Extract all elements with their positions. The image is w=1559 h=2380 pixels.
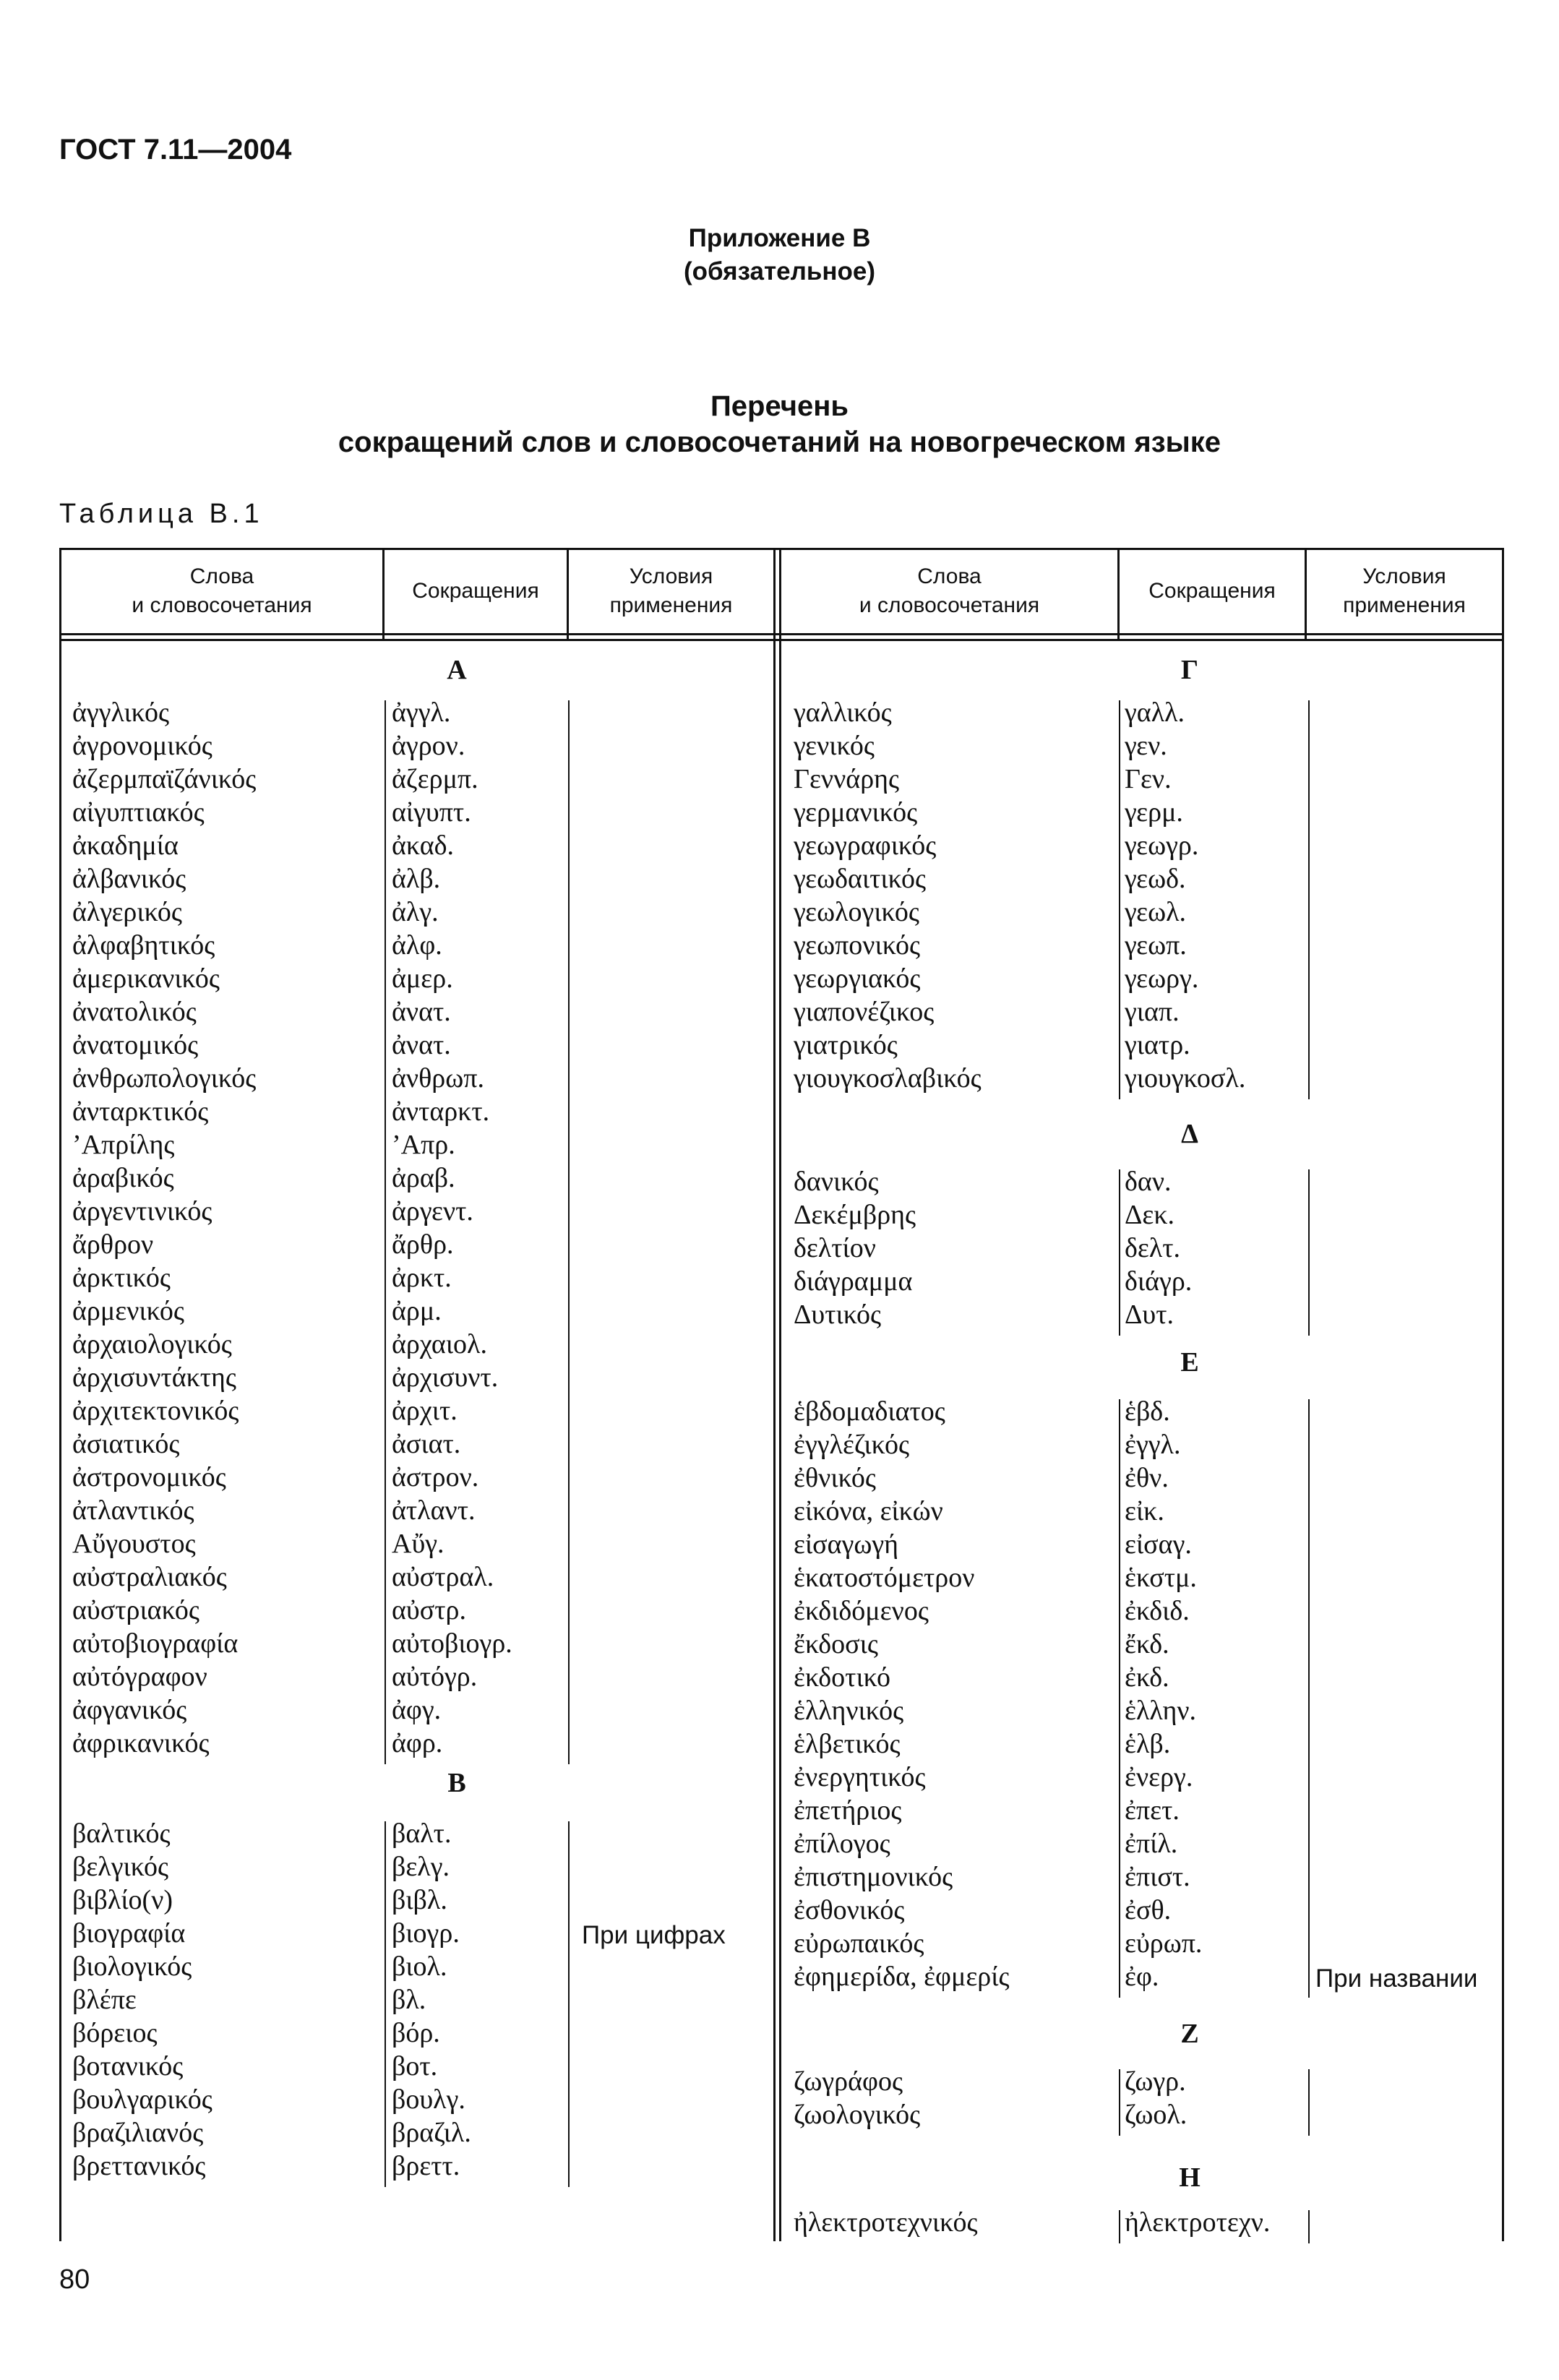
entry-word: βραζιλιανός — [72, 2118, 204, 2148]
table-middle-divider — [773, 548, 776, 2241]
entry-word: γερμανικός — [794, 797, 918, 828]
entry-abbreviation: βελγ. — [392, 1852, 450, 1882]
entry-word: ἑκατοστόμετρον — [794, 1563, 975, 1593]
entry-abbreviation: ἀστρον. — [392, 1462, 479, 1492]
entry-word: γιουγκοσλαβικός — [794, 1063, 982, 1094]
abbr-column-line — [1119, 2210, 1120, 2243]
col-header-abbr-text: Сокращения — [1148, 579, 1276, 603]
entry-word: ἀλφαβητικός — [72, 930, 215, 961]
abbr-column-line — [1119, 2069, 1120, 2136]
entry-abbreviation: βλ. — [392, 1985, 426, 2015]
entry-abbreviation: ἀλφ. — [392, 930, 442, 961]
entry-word: γιαπονέζικος — [794, 997, 935, 1027]
abbr-column-line — [385, 1821, 386, 2187]
entry-abbreviation: δελτ. — [1125, 1233, 1181, 1263]
entry-word: γεωπονικός — [794, 930, 921, 961]
entry-word: ἀστρονομικός — [72, 1462, 226, 1492]
entry-abbreviation: ἐκδ. — [1125, 1662, 1169, 1693]
entry-abbreviation: βιβλ. — [392, 1885, 447, 1915]
entry-abbreviation: ἀρχιτ. — [392, 1396, 458, 1426]
entry-word: γεωγραφικός — [794, 830, 937, 861]
entry-abbreviation: ἀμερ. — [392, 963, 453, 994]
entry-abbreviation: ἐγγλ. — [1125, 1430, 1181, 1460]
entry-abbreviation: βουλγ. — [392, 2084, 465, 2115]
entry-word: ’Απρίλης — [72, 1130, 175, 1160]
entry-abbreviation: βραζιλ. — [392, 2118, 471, 2148]
condition-column-line — [568, 700, 570, 1764]
condition-column-line — [1308, 2069, 1310, 2136]
entry-abbreviation: ἠλεκτροτεχν. — [1125, 2207, 1271, 2238]
condition-column-line — [1308, 1399, 1310, 1998]
entry-word: ἐκδοτικό — [794, 1662, 890, 1693]
entry-abbreviation: ἀνατ. — [392, 1030, 451, 1060]
entry-word: ζωγράφος — [794, 2066, 903, 2097]
abbr-column-line — [1119, 1399, 1120, 1998]
appendix-line-2: (обязательное) — [683, 257, 875, 285]
col-header-cond-line1: Условия — [1362, 564, 1446, 588]
entry-word: γεωργιακός — [794, 963, 921, 994]
entry-word: δανικός — [794, 1167, 879, 1197]
entry-word: ἔκδοσις — [794, 1629, 878, 1659]
entry-abbreviation: ἀζερμπ. — [392, 764, 478, 794]
entry-abbreviation: βιογρ. — [392, 1918, 460, 1949]
entry-word: βόρειος — [72, 2018, 158, 2048]
entry-word: γιατρικός — [794, 1030, 898, 1060]
entry-word: ἀνατολικός — [72, 997, 197, 1027]
col-header-cond-line2: применения — [1343, 593, 1466, 617]
entry-word: ἀλβανικός — [72, 864, 186, 894]
entry-word: αὐτοβιογραφία — [72, 1628, 239, 1659]
page-number: 80 — [59, 2264, 90, 2295]
col-header-cond-line1: Условия — [629, 564, 713, 588]
entry-word: ἄρθρον — [72, 1229, 154, 1260]
entry-abbreviation: ἀφρ. — [392, 1728, 443, 1758]
entry-abbreviation: ἐθν. — [1125, 1463, 1169, 1493]
entry-word: γεωδαιτικός — [794, 864, 927, 894]
entry-word: εὐρωπαικός — [794, 1928, 924, 1959]
entry-abbreviation: ἐνεργ. — [1125, 1762, 1193, 1792]
list-title-line-2: сокращений слов и словосочетаний на новогреческом языке — [338, 426, 1221, 458]
entry-abbreviation: ἀργεντ. — [392, 1196, 473, 1226]
entry-word: βαλτικός — [72, 1818, 171, 1849]
entry-word: ἀρμενικός — [72, 1296, 184, 1326]
entry-abbreviation: ἀλγ. — [392, 897, 439, 927]
entry-abbreviation: ἀρχισυντ. — [392, 1362, 499, 1393]
entry-abbreviation: ἑβδ. — [1125, 1396, 1170, 1427]
condition-column-line — [1308, 1169, 1310, 1336]
entry-abbreviation: ζωγρ. — [1125, 2066, 1186, 2097]
entry-abbreviation: ἐπετ. — [1125, 1795, 1180, 1826]
section-letter: Η — [1179, 2162, 1201, 2193]
entry-abbreviation: αἰγυπτ. — [392, 797, 471, 828]
entry-word: ἀρκτικός — [72, 1263, 171, 1293]
entry-word: ἐπετήριος — [794, 1795, 902, 1826]
entry-abbreviation: γεν. — [1125, 731, 1167, 761]
entry-abbreviation: ζωολ. — [1125, 2100, 1187, 2130]
list-title-line-1: Перечень — [710, 390, 849, 422]
entry-word: ἀφγανικός — [72, 1695, 187, 1725]
entry-word: ζωολογικός — [794, 2100, 921, 2130]
entry-abbreviation: αὐτοβιογρ. — [392, 1628, 512, 1659]
header-bottom-border-2 — [59, 639, 1504, 641]
entry-word: βιογραφία — [72, 1918, 186, 1949]
entry-abbreviation: βαλτ. — [392, 1818, 452, 1849]
entry-word: βιολογικός — [72, 1951, 192, 1982]
entry-word: αὐστραλιακός — [72, 1562, 227, 1592]
entry-word: ἀγγλικός — [72, 697, 170, 728]
entry-word: βοτανικός — [72, 2051, 184, 2082]
col-header-words-line2: и словосочетания — [859, 593, 1040, 617]
entry-word: γεωλογικός — [794, 897, 919, 927]
condition-text: При названии — [1315, 1964, 1478, 1993]
entry-abbreviation: ἀραβ. — [392, 1163, 455, 1193]
entry-word: αὐτόγραφον — [72, 1662, 207, 1692]
entry-word: ἠλεκτροτεχνικός — [794, 2207, 978, 2238]
entry-abbreviation: γεωπ. — [1125, 930, 1187, 961]
entry-word: βλέπε — [72, 1985, 137, 2015]
entry-abbreviation: αὐστραλ. — [392, 1562, 494, 1592]
section-letter: Γ — [1180, 655, 1199, 685]
entry-abbreviation: ἐπιστ. — [1125, 1862, 1190, 1892]
entry-abbreviation: ἀγρον. — [392, 731, 465, 761]
entry-word: ἐπιστημονικός — [794, 1862, 953, 1892]
entry-abbreviation: ἐκδιδ. — [1125, 1596, 1190, 1626]
col-header-words-2 — [781, 548, 1117, 635]
entry-abbreviation: γιαπ. — [1125, 997, 1180, 1027]
col-header-words-line2: и словосочетания — [132, 593, 312, 617]
table-left-border — [59, 548, 61, 2241]
col-header-words — [61, 548, 382, 635]
entry-abbreviation: ἐπίλ. — [1125, 1829, 1178, 1859]
entry-word: ἀραβικός — [72, 1163, 174, 1193]
table-middle-divider-2 — [779, 548, 781, 2241]
section-letter: Ε — [1180, 1347, 1199, 1378]
entry-abbreviation: Γεν. — [1125, 764, 1172, 794]
entry-word: γενικός — [794, 731, 875, 761]
section-letter: Δ — [1181, 1119, 1198, 1149]
entry-word: ἀζερμπαϊζάνικός — [72, 764, 257, 794]
entry-abbreviation: εἰκ. — [1125, 1496, 1164, 1526]
entry-word: ἐγγλέζικός — [794, 1430, 909, 1460]
entry-word: ἀνατομικός — [72, 1030, 199, 1060]
entry-abbreviation: ἑλλην. — [1125, 1696, 1197, 1726]
entry-word: ἀλγερικός — [72, 897, 182, 927]
entry-word: ἀκαδημία — [72, 830, 179, 861]
entry-word: ἑβδομαδιατος — [794, 1396, 945, 1427]
col-header-abbr-2 — [1120, 548, 1305, 635]
col-header-abbr — [385, 548, 567, 635]
col-header-cond-2 — [1307, 548, 1502, 635]
entry-abbreviation: γεωδ. — [1125, 864, 1186, 894]
document-code: ГОСТ 7.11—2004 — [59, 134, 292, 166]
entry-word: βρεττανικός — [72, 2151, 206, 2181]
entry-abbreviation: γιατρ. — [1125, 1030, 1190, 1060]
col-header-words-line1: Слова — [189, 564, 254, 588]
entry-word: ἐπίλογος — [794, 1829, 890, 1859]
entry-word: Δυτικός — [794, 1299, 882, 1330]
table-right-border — [1502, 548, 1504, 2241]
condition-text: При цифрах — [582, 1921, 726, 1949]
entry-abbreviation: βρεττ. — [392, 2151, 460, 2181]
col-header-abbr-text: Сокращения — [412, 579, 539, 603]
entry-abbreviation: γεωργ. — [1125, 963, 1199, 994]
entry-abbreviation: ἀλβ. — [392, 864, 441, 894]
entry-abbreviation: βιολ. — [392, 1951, 447, 1982]
entry-word: βελγικός — [72, 1852, 169, 1882]
entry-abbreviation: ἀνατ. — [392, 997, 451, 1027]
entry-abbreviation: βόρ. — [392, 2018, 440, 2048]
condition-column-line — [1308, 700, 1310, 1099]
entry-abbreviation: ἑλβ. — [1125, 1729, 1171, 1759]
entry-word: Αὔγουστος — [72, 1529, 196, 1559]
entry-word: εἰκόνα, εἰκών — [794, 1496, 943, 1526]
entry-word: ἑλβετικός — [794, 1729, 901, 1759]
entry-abbreviation: γιουγκοσλ. — [1125, 1063, 1246, 1094]
section-letter: Β — [447, 1768, 466, 1798]
condition-column-line — [568, 1821, 570, 2187]
entry-abbreviation: αὐτόγρ. — [392, 1662, 478, 1692]
entry-word: ἑλληνικός — [794, 1696, 904, 1726]
table-label: Таблица В.1 — [59, 499, 264, 529]
abbr-column-line — [1119, 1169, 1120, 1336]
entry-word: εἰσαγωγή — [794, 1529, 899, 1560]
entry-abbreviation: Δεκ. — [1125, 1200, 1175, 1230]
entry-word: ἀμερικανικός — [72, 963, 220, 994]
entry-abbreviation: ἐφ. — [1125, 1962, 1159, 1992]
entry-word: ἐφημερίδα, ἐφμερίς — [794, 1962, 1010, 1992]
col-header-cond-line2: применения — [609, 593, 733, 617]
entry-abbreviation: ἔκδ. — [1125, 1629, 1169, 1659]
entry-word: αὐστριακός — [72, 1595, 199, 1625]
entry-word: ἀνθρωπολογικός — [72, 1063, 257, 1094]
entry-abbreviation: ἀκαδ. — [392, 830, 455, 861]
entry-word: ἀφρικανικός — [72, 1728, 210, 1758]
entry-word: ἐνεργητικός — [794, 1762, 926, 1792]
entry-word: ἀρχιτεκτονικός — [72, 1396, 239, 1426]
entry-abbreviation: γερμ. — [1125, 797, 1183, 828]
entry-abbreviation: Αὔγ. — [392, 1529, 444, 1559]
entry-word: ἀσιατικός — [72, 1429, 180, 1459]
entry-word: Γεννάρης — [794, 764, 900, 794]
entry-abbreviation: ἀνταρκτ. — [392, 1096, 490, 1127]
entry-word: ἀρχαιολογικός — [72, 1329, 232, 1359]
entry-word: ἀγρονομικός — [72, 731, 212, 761]
condition-column-line — [1308, 2210, 1310, 2243]
entry-abbreviation: ἀρμ. — [392, 1296, 442, 1326]
entry-abbreviation: διάγρ. — [1125, 1266, 1193, 1297]
entry-abbreviation: ἀγγλ. — [392, 697, 451, 728]
section-letter: Α — [447, 655, 467, 685]
entry-abbreviation: ἀρχαιολ. — [392, 1329, 487, 1359]
col-header-words-line1: Слова — [917, 564, 982, 588]
col-header-cond — [569, 548, 773, 635]
entry-abbreviation: γεωλ. — [1125, 897, 1187, 927]
entry-word: βιβλίο(ν) — [72, 1885, 173, 1915]
entry-abbreviation: αὐστρ. — [392, 1595, 466, 1625]
entry-word: διάγραμμα — [794, 1266, 913, 1297]
entry-abbreviation: δαν. — [1125, 1167, 1172, 1197]
entry-word: ἐσθονικός — [794, 1895, 905, 1925]
entry-abbreviation: ἀνθρωπ. — [392, 1063, 484, 1094]
entry-word: ἀτλαντικός — [72, 1495, 194, 1526]
list-title — [0, 388, 1559, 460]
entry-abbreviation: ’Απρ. — [392, 1130, 455, 1160]
entry-abbreviation: ἑκστμ. — [1125, 1563, 1197, 1593]
section-letter: Ζ — [1180, 2019, 1199, 2049]
entry-abbreviation: ἐσθ. — [1125, 1895, 1172, 1925]
entry-abbreviation: ἀφγ. — [392, 1695, 442, 1725]
entry-abbreviation: ἀρκτ. — [392, 1263, 452, 1293]
entry-abbreviation: ἀσιατ. — [392, 1429, 461, 1459]
entry-word: δελτίον — [794, 1233, 876, 1263]
entry-abbreviation: βοτ. — [392, 2051, 438, 2082]
entry-word: ἐκδιδόμενος — [794, 1596, 929, 1626]
entry-abbreviation: γεωγρ. — [1125, 830, 1199, 861]
entry-word: ἀρχισυντάκτης — [72, 1362, 236, 1393]
entry-abbreviation: γαλλ. — [1125, 697, 1185, 728]
entry-word: Δεκέμβρης — [794, 1200, 916, 1230]
entry-word: ἀνταρκτικός — [72, 1096, 209, 1127]
appendix-line-1: Приложение В — [688, 224, 871, 252]
entry-abbreviation: εἰσαγ. — [1125, 1529, 1192, 1560]
entry-abbreviation: Δυτ. — [1125, 1299, 1174, 1330]
abbr-column-line — [1119, 700, 1120, 1099]
entry-word: αἰγυπτιακός — [72, 797, 205, 828]
entry-word: ἐθνικός — [794, 1463, 876, 1493]
abbr-column-line — [385, 700, 386, 1764]
entry-word: γαλλικός — [794, 697, 892, 728]
appendix-title — [0, 222, 1559, 288]
entry-abbreviation: ἀτλαντ. — [392, 1495, 476, 1526]
entry-abbreviation: ἄρθρ. — [392, 1229, 454, 1260]
entry-word: ἀργεντινικός — [72, 1196, 212, 1226]
entry-word: βουλγαρικός — [72, 2084, 212, 2115]
entry-abbreviation: εὐρωπ. — [1125, 1928, 1203, 1959]
